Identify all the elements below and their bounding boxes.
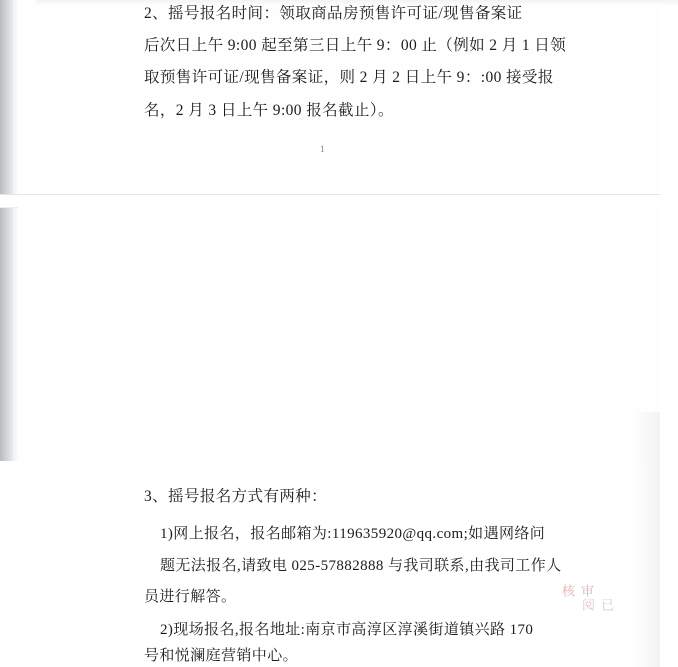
scan-edge-shadow bbox=[0, 0, 13, 461]
document-paragraph-line: 2、摇号报名时间：领取商品房预售许可证/现售备案证 bbox=[144, 5, 523, 22]
document-paragraph-line: 后次日上午 9:00 起至第三日上午 9：00 止（例如 2 月 1 日领 bbox=[144, 37, 567, 54]
document-page-top bbox=[18, 0, 660, 194]
red-margin-annotation: 审核 bbox=[560, 584, 594, 599]
document-paragraph-line: 号和悦澜庭营销中心。 bbox=[144, 648, 299, 664]
document-paragraph-line: 2)现场报名,报名地址:南京市高淳区淳溪街道镇兴路 170 bbox=[160, 622, 534, 638]
document-paragraph-line: 员进行解答。 bbox=[144, 589, 237, 605]
scan-smudge bbox=[634, 412, 660, 667]
document-paragraph-line: 题无法报名,请致电 025-57882888 与我司联系,由我司工作人 bbox=[160, 558, 562, 574]
document-paragraph-line: 取预售许可证/现售备案证，则 2 月 2 日上午 9：:00 接受报 bbox=[144, 69, 554, 86]
page-number: 1 bbox=[320, 144, 325, 154]
document-paragraph-line: 3、摇号报名方式有两种： bbox=[144, 488, 328, 505]
document-paragraph-line: 名，2 月 3 日上午 9:00 报名截止）。 bbox=[144, 102, 394, 119]
red-margin-annotation-secondary: 已阅 bbox=[580, 598, 614, 613]
document-page-bottom bbox=[18, 206, 660, 664]
document-paragraph-line: 1)网上报名，报名邮箱为:119635920@qq.com;如遇网络问 bbox=[160, 526, 546, 542]
